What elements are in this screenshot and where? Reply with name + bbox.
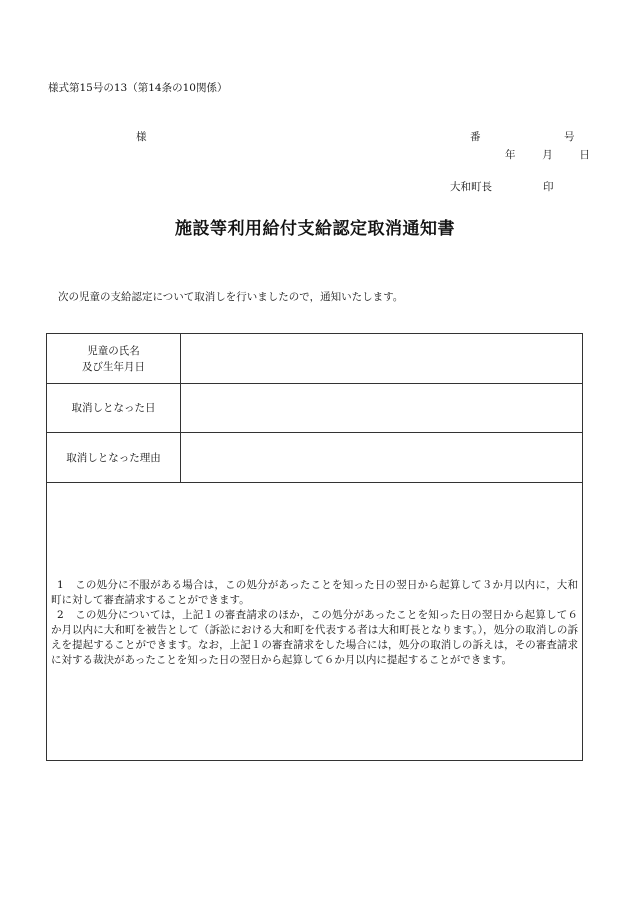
issuer: 大和町長 [450,181,492,193]
child-name-birthdate-field[interactable] [181,334,583,384]
date-day: 日 [579,149,590,161]
notice-table [46,333,583,761]
addressee-suffix: 様 [136,131,147,143]
row2-label: 取消しとなった日 [47,384,181,433]
table-row [47,334,583,384]
note-item [51,608,578,668]
date-year: 年 [505,149,516,161]
note-item [51,578,578,608]
table-row [47,433,583,483]
notes-row [47,483,583,761]
note-number: 2 [57,609,64,621]
number-suffix: 号 [564,131,575,143]
seal-mark: 印 [543,181,554,193]
form-number: 様式第15号の13（第14条の10関係） [48,82,228,94]
note-text: この処分に不服がある場合は，この処分があったことを知った日の翌日から起算して３か月以内に，大和町に対して審査請求することができます。 [51,579,578,606]
row1-label [47,334,181,384]
lead-text: 次の児童の支給認定について取消しを行いましたので，通知いたします。 [58,291,404,303]
row1-label-line2: 及び生年月日 [82,360,145,373]
cancellation-reason-field[interactable] [181,433,583,483]
date-line [505,147,590,162]
notes-cell [47,483,583,761]
date-month: 月 [542,149,553,161]
row1-label-line1: 児童の氏名 [87,344,140,357]
page-title: 施設等利用給付支給認定取消通知書 [175,219,455,239]
note-text: この処分については，上記１の審査請求のほか，この処分があったことを知った日の翌日から起算して６か月以内に大和町を被告として（訴訟における大和町を代表する者は大和町長となります。），処分の取消しの訴えを提起することができます。なお，上記１の審査請求をした場合には，処分の取消しの訴えは，その審査請求に対する裁決があったことを知った日の翌日から起算して６か月以内に提起することができます。 [51,609,578,666]
note-number: 1 [57,579,64,591]
number-prefix: 番 [470,131,481,143]
cancellation-date-field[interactable] [181,384,583,433]
table-row [47,384,583,433]
row3-label: 取消しとなった理由 [47,433,181,483]
